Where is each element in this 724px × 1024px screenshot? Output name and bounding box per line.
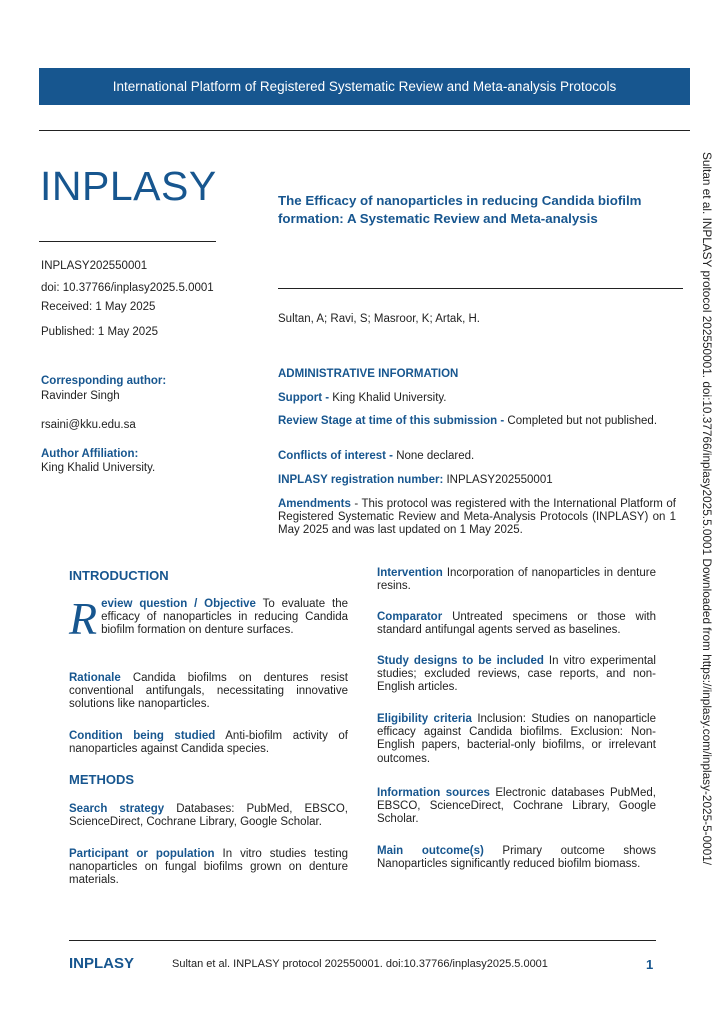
received-date: Received: 1 May 2025 — [41, 301, 156, 313]
support-value: King Khalid University. — [332, 392, 447, 404]
footer-logo: INPLASY — [69, 955, 135, 972]
search-strategy-label: Search strategy — [69, 803, 165, 815]
comparator-value: Untreated specimens or those with standard antifungal agents served as baselines. — [377, 611, 656, 637]
support-label: Support - — [278, 392, 333, 404]
intervention-paragraph — [377, 567, 656, 593]
page-number: 1 — [646, 957, 654, 972]
review-question-label: eview question / Objective — [101, 598, 256, 610]
drop-cap: R — [69, 593, 98, 644]
eligibility-label: Eligibility criteria — [377, 713, 472, 725]
condition-value: Anti-biofilm activity of nanoparticles against Candida species. — [69, 730, 348, 756]
introduction-heading: INTRODUCTION — [69, 568, 169, 583]
authors: Sultan, A; Ravi, S; Masroor, K; Artak, H. — [278, 313, 480, 325]
corresponding-author-name: Ravinder Singh — [41, 390, 120, 402]
rationale-paragraph — [69, 672, 348, 712]
affiliation-label: Author Affiliation: — [41, 448, 139, 460]
amendments-label: Amendments — [278, 498, 351, 510]
conflicts-value: None declared. — [396, 450, 475, 462]
header-divider — [39, 130, 690, 131]
corresponding-author-email[interactable]: rsaini@kku.edu.sa — [41, 419, 136, 431]
study-designs-label: Study designs to be included — [377, 655, 544, 667]
intervention-label: Intervention — [377, 567, 443, 579]
review-question-value: To evaluate the efficacy of nanoparticles in reducing Candida biofilm formation on denture surfaces. — [101, 598, 348, 637]
participant-paragraph — [69, 848, 348, 888]
condition-label: Condition being studied — [69, 730, 216, 742]
registration-number-line — [278, 474, 676, 487]
information-sources-value: Electronic databases PubMed, EBSCO, ScienceDirect, Cochrane Library, Google Scholar. — [377, 787, 656, 826]
main-outcomes-label: Main outcome(s) — [377, 845, 484, 857]
conflicts-line — [278, 450, 676, 463]
main-outcomes-paragraph — [377, 845, 656, 871]
vertical-citation — [696, 152, 718, 906]
registration-id: INPLASY202550001 — [41, 260, 148, 272]
eligibility-value: Inclusion: Studies on nanoparticle efficacy against Candida biofilms. Exclusion: Non-English papers, bacterial-only biofilms, or irrelevant outcomes. — [377, 713, 656, 765]
review-stage-label: Review Stage at time of this submission - — [278, 415, 508, 427]
review-stage-line — [278, 415, 676, 428]
methods-heading: METHODS — [69, 772, 134, 787]
inplasy-logo: INPLASY — [40, 163, 217, 209]
rationale-value: Candida biofilms on dentures resist conventional antifungals, necessitating innovative solutions like nanoparticles. — [69, 672, 348, 711]
comparator-label: Comparator — [377, 611, 443, 623]
conflicts-label: Conflicts of interest - — [278, 450, 397, 462]
vertical-citation-text: Sultan et al. INPLASY protocol 202550001. doi:10.37766/inplasy2025.5.0001 Downloaded from https://inplasy.com/inplasy-2025-5-0001/ — [700, 152, 714, 866]
corresponding-author-label: Corresponding author: — [41, 375, 167, 387]
footer-citation: Sultan et al. INPLASY protocol 202550001. doi:10.37766/inplasy2025.5.0001 — [172, 958, 548, 970]
footer-divider — [69, 940, 656, 941]
amendments-line — [278, 498, 676, 537]
paper-title: The Efficacy of nanoparticles in reducing Candida biofilm formation: A Systematic Review and Meta-analysis — [278, 193, 642, 226]
admin-info-heading: ADMINISTRATIVE INFORMATION — [278, 368, 459, 380]
information-sources-label: Information sources — [377, 787, 490, 799]
review-stage-value: Completed but not published. — [507, 415, 658, 427]
doi: doi: 10.37766/inplasy2025.5.0001 — [41, 282, 214, 294]
support-line — [278, 392, 676, 405]
published-date: Published: 1 May 2025 — [41, 326, 158, 338]
rationale-label: Rationale — [69, 672, 121, 684]
registration-number-value: INPLASY202550001 — [446, 474, 553, 486]
search-strategy-paragraph — [69, 803, 348, 829]
participant-label: Participant or population — [69, 848, 215, 860]
intervention-value: Incorporation of nanoparticles in denture resins. — [377, 567, 656, 593]
main-outcomes-value: Primary outcome shows Nanoparticles significantly reduced biofilm biomass. — [377, 845, 656, 871]
review-question-paragraph — [69, 593, 348, 644]
affiliation-value: King Khalid University. — [41, 462, 156, 474]
title-divider — [278, 288, 683, 289]
logo-divider — [39, 241, 216, 242]
condition-paragraph — [69, 730, 348, 756]
eligibility-paragraph — [377, 713, 656, 766]
information-sources-paragraph — [377, 787, 656, 827]
study-designs-value: In vitro experimental studies; excluded reviews, case reports, and non-English articles. — [377, 655, 656, 694]
registration-number-label: INPLASY registration number: — [278, 474, 447, 486]
search-strategy-value: Databases: PubMed, EBSCO, ScienceDirect, Cochrane Library, Google Scholar. — [69, 803, 349, 829]
header-banner: International Platform of Registered Systematic Review and Meta-analysis Protocols — [39, 68, 690, 105]
study-designs-paragraph — [377, 655, 656, 695]
participant-value: In vitro studies testing nanoparticles on fungal biofilms grown on denture materials. — [69, 848, 348, 887]
amendments-value: - This protocol was registered with the International Platform of Registered Systematic Review and Meta-Analysis Protocols (INPLASY) on 1 May 2025 and was last updated on 1 May 2025. — [278, 498, 676, 536]
comparator-paragraph — [377, 611, 656, 637]
